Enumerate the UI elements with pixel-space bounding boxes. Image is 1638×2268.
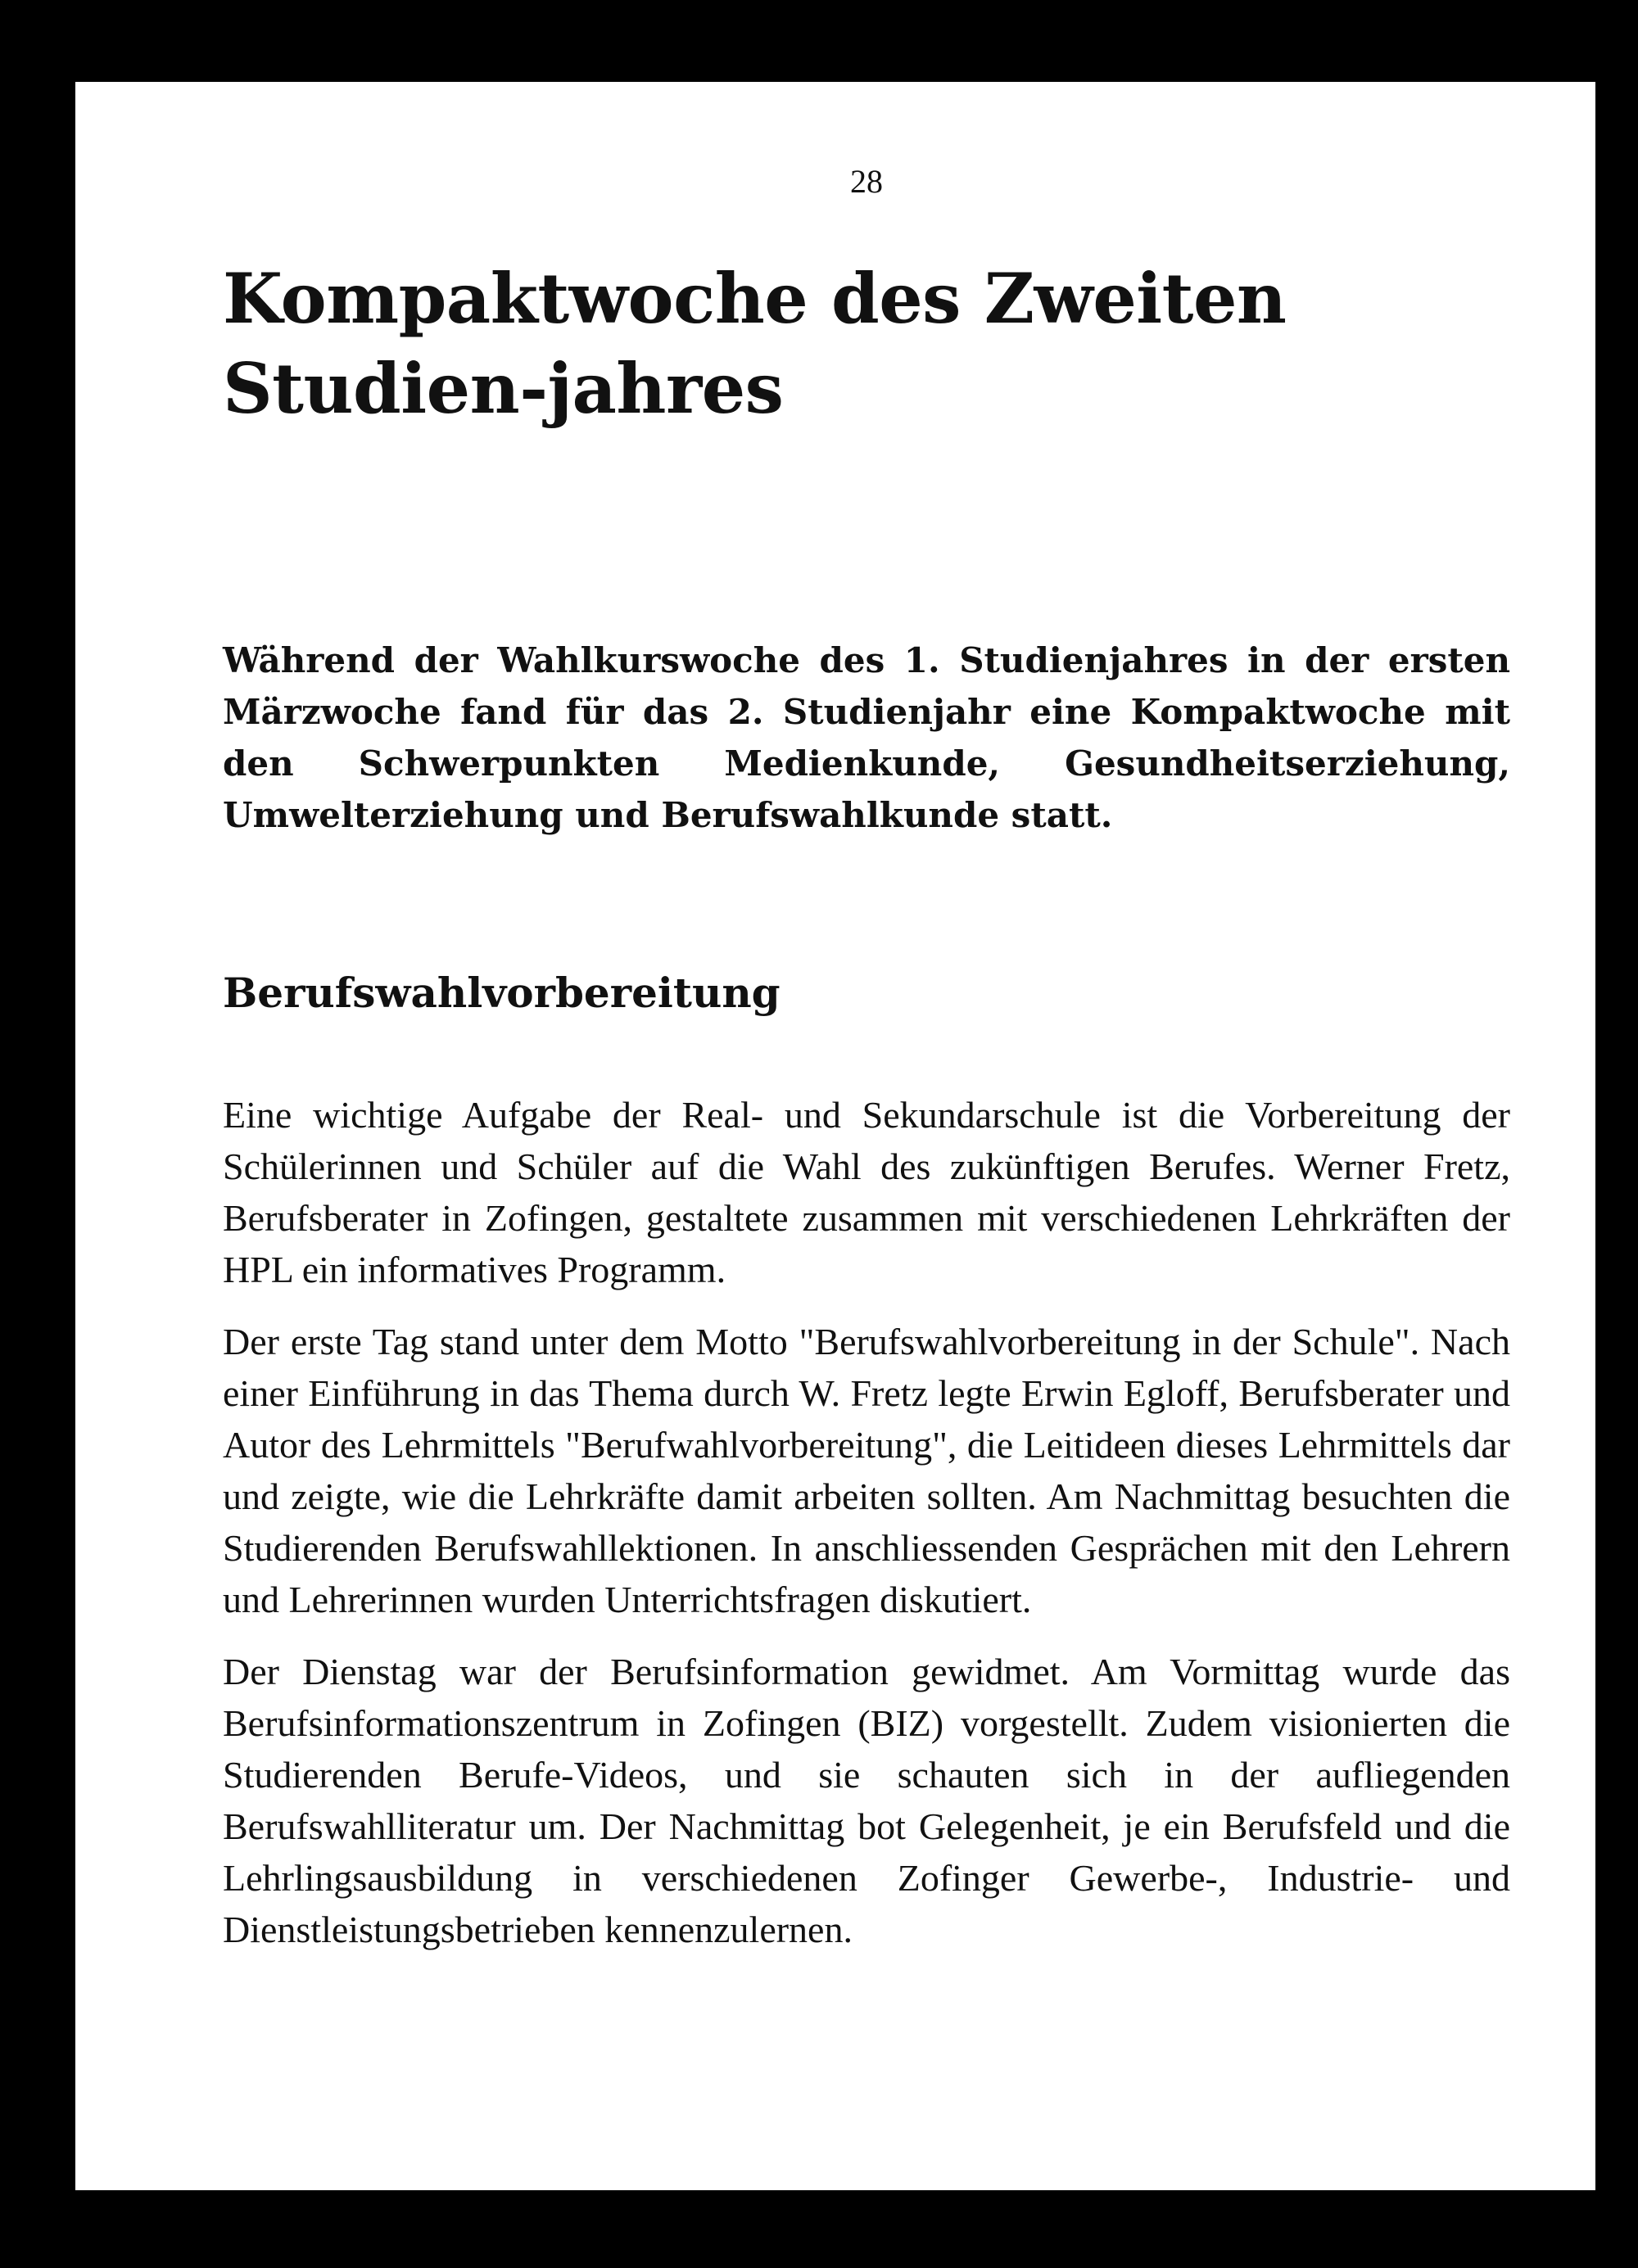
section-body <box>223 1089 1510 1976</box>
intro-paragraph: Während der Wahlkurswoche des 1. Studienjahres in der ersten Märzwoche fand für das 2. Studienjahr eine Kompaktwoche mit den Schwerpunkten Medienkunde, Gesundheitserziehung, Umwelterziehung und Berufswahlkunde statt. <box>223 640 1510 835</box>
page-title: Kompaktwoche des Zweiten Studien-jahres <box>223 258 1287 429</box>
section-heading: Berufswahlvorbereitung <box>223 969 781 1017</box>
body-paragraph-2: Der erste Tag stand unter dem Motto "Berufswahlvorbereitung in der Schule". Nach einer Einführung in das Thema durch W. Fretz legte Erwin Egloff, Berufsberater und Autor des Lehrmittels "Berufwahlvorbereitung", die Leitideen dieses Lehrmittels dar und zeigte, wie die Lehrkräfte damit arbeiten sollten. Am Nachmittag besuchten die Studierenden Berufswahllektionen. In anschliessenden Gesprächen mit den Lehrern und Lehrerinnen wurden Unterrichtsfragen diskutiert. <box>223 1321 1510 1620</box>
body-paragraph-1: Eine wichtige Aufgabe der Real- und Sekundarschule ist die Vorbereitung der Schülerinnen und Schüler auf die Wahl des zukünftigen Berufes. Werner Fretz, Berufsberater in Zofingen, gestaltete zusammen mit verschiedenen Lehrkräften der HPL ein informatives Programm. <box>223 1094 1510 1290</box>
page-number: 28 <box>850 163 883 200</box>
document-page <box>75 82 1595 2190</box>
body-paragraph-3: Der Dienstag war der Berufsinformation gewidmet. Am Vormittag wurde das Berufsinformationszentrum in Zofingen (BIZ) vorgestellt. Zudem visionierten die Studierenden Berufe-Videos, und sie schauten sich in der aufliegenden Berufswahlliteratur um. Der Nachmittag bot Gelegenheit, je ein Berufsfeld und die Lehrlingsausbildung in verschiedenen Zofinger Gewerbe-, Industrie- und Dienstleistungsbetrieben kennenzulernen. <box>223 1651 1510 1950</box>
